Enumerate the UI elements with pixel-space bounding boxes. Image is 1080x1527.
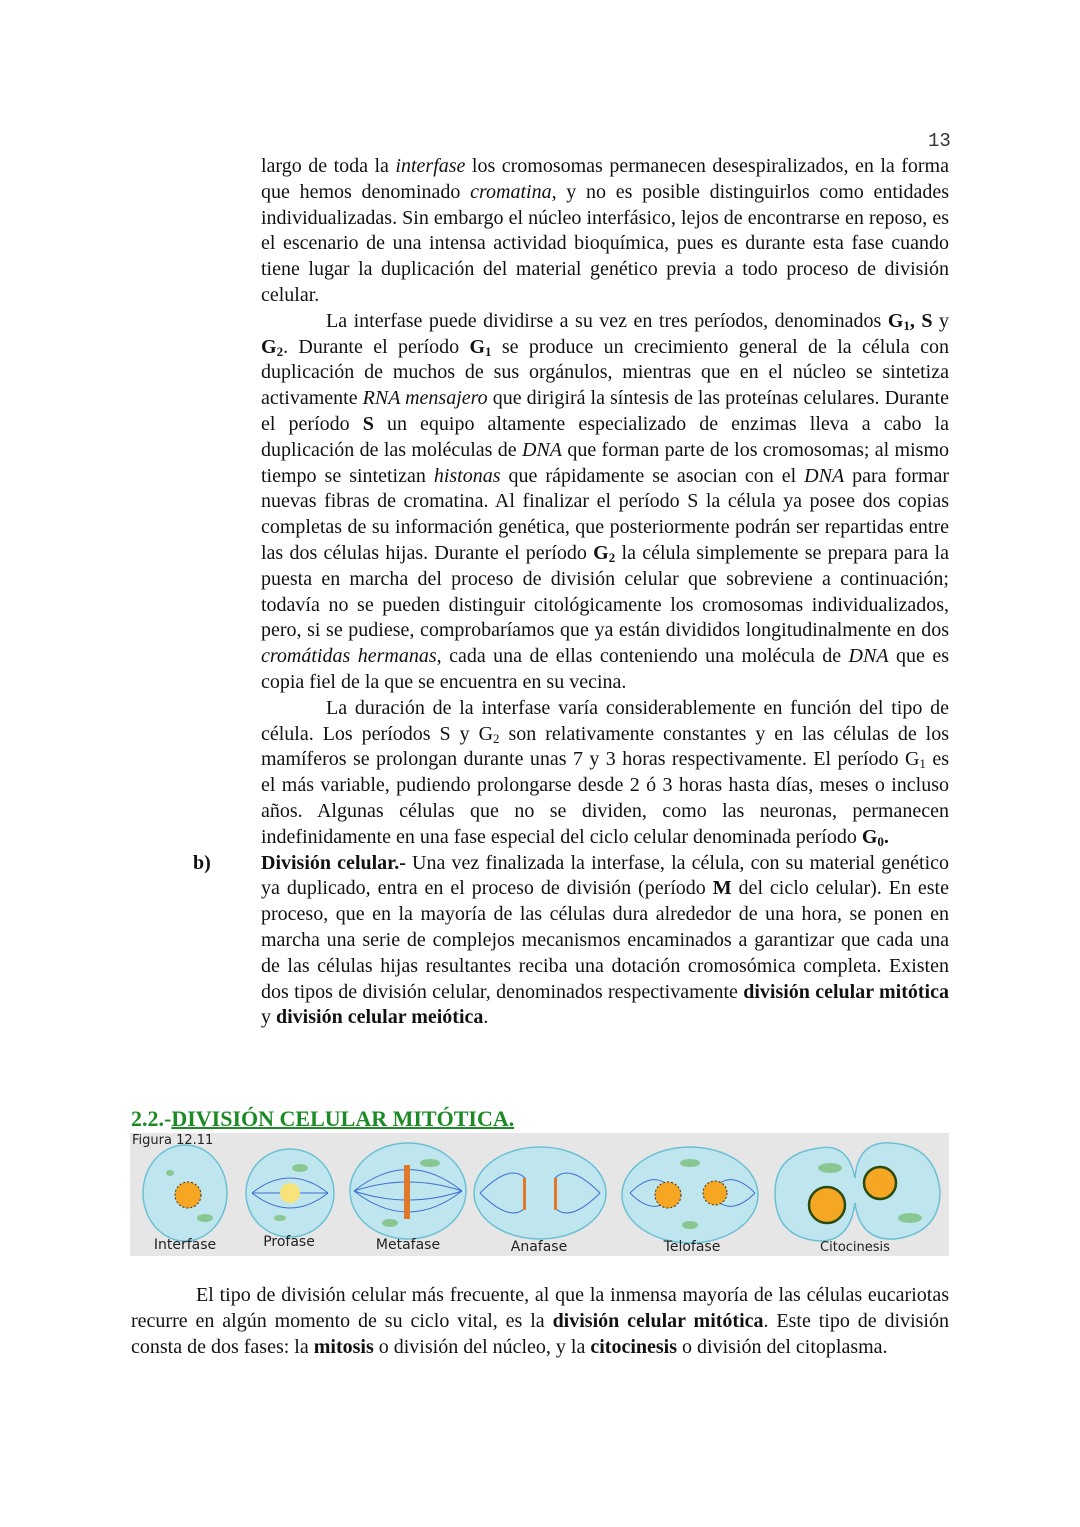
text-run: , y no es posible distinguirlos como entidades individualizadas. Sin embargo el núcleo interfásico, lejos de encontrarse en reposo, es el escenario de una intensa actividad bioquímica, pues es durante esta fase cuando tiene lugar la duplicación del material genético previa a todo proceso de división celular. (261, 180, 949, 306)
text-run: RNA mensajero (362, 387, 488, 410)
text-run: 2 (608, 549, 616, 565)
text-run: 2 (276, 343, 284, 359)
text-run: es el más variable, pudiendo prolongarse desde 2 ó 3 horas hasta días, meses o incluso años. Algunas células que no se dividen, como las neuronas, permanecen indefinidamente en una fase especial del ciclo celular denominada período (261, 748, 949, 848)
paragraph (261, 851, 949, 1032)
text-run: la célula simplemente se prepara para la puesta en marcha del proceso de división celular que sobreviene a continuación; todavía no se pueden distinguir citológicamente los cromosomas individualizados, pero, si se pudiese, comprobaríamos que ya están divididos longitudinalmente en dos (261, 541, 949, 642)
final-paragraph (131, 1283, 949, 1360)
text-run: un equipo altamente especializado de enzimas lleva a cabo la duplicación de las moléculas de (261, 412, 949, 461)
text-run: 1 (485, 343, 492, 359)
paragraph (261, 309, 949, 696)
text-run: G (469, 335, 486, 358)
text-run: y (932, 309, 950, 332)
label-anafase: Anafase (510, 1239, 568, 1255)
cell-anafase (474, 1147, 606, 1239)
text-run: S (362, 412, 374, 435)
label-citocinesis: Citocinesis (820, 1240, 890, 1255)
text-run: M (712, 877, 732, 900)
label-metafase: Metafase (375, 1237, 441, 1253)
page-number: 13 (928, 130, 951, 152)
text-run: se produce un crecimiento general de la célula con duplicación de muchos de sus orgánulos, mientras que en el núcleo se sintetiza activamente (261, 335, 949, 410)
paragraph (261, 154, 949, 309)
text-run: , S (909, 309, 933, 332)
text-run: división celular mitótica (743, 980, 949, 1003)
text-run: . (483, 1006, 489, 1029)
text-run: división celular meiótica (276, 1006, 484, 1029)
text-run: que es copia fiel de la que se encuentra en su vecina. (261, 645, 949, 693)
text-run: 2 (493, 730, 500, 746)
list-marker: b) (193, 851, 211, 874)
text-run: citocinesis (590, 1335, 678, 1358)
text-run: El tipo de división celular más frecuente, al que la inmensa mayoría de las células eucariotas recurre en algún momento de su ciclo vital, es la (131, 1284, 949, 1332)
text-run: DNA (804, 464, 845, 487)
text-run: Una vez finalizada la interfase, la célula, con su material genético ya duplicado, entra en el proceso de división (período (261, 851, 950, 900)
text-run: que forman parte de los cromosomas; al mismo tiempo se sintetizan (261, 438, 950, 487)
text-run: que rápidamente se asocian con el (500, 464, 805, 487)
text-run: . Este tipo de división consta de dos fases: la (131, 1309, 949, 1358)
mitosis-figure (130, 1133, 949, 1256)
text-run: histonas (433, 464, 501, 487)
text-run: . Durante el período (283, 335, 470, 358)
text-run: los cromosomas permanecen desespiralizados, en la forma que hemos denominado (261, 155, 949, 203)
text-run: 1 (919, 756, 926, 772)
paragraph (261, 696, 949, 851)
text-run: G (593, 541, 609, 564)
text-run: largo de toda la (261, 155, 396, 177)
text-run: G (887, 309, 904, 332)
label-profase: Profase (263, 1234, 315, 1250)
text-run: División celular.- (261, 851, 406, 874)
text-run: o división del citoplasma. (677, 1335, 888, 1358)
text-run: o división del núcleo, y la (373, 1335, 591, 1358)
text-run: , cada una de ellas conteniendo una molécula de (436, 645, 849, 668)
section-heading (131, 1106, 514, 1132)
text-run: G (261, 335, 277, 358)
text-run: del ciclo celular). En este proceso, que en la mayoría de las células dura alrededor de una hora, se ponen en marcha una serie de complejos mecanismos encaminados a garantizar que cada una de las células hijas resultantes reciba una dotación cromosómica completa. Existen dos tipos de división celular, denominados respectivamente (261, 877, 949, 1003)
text-run: . (883, 825, 889, 848)
text-run: DNA (848, 645, 889, 668)
label-telofase: Telofase (663, 1239, 721, 1255)
text-run: La interfase puede dividirse a su vez en tres períodos, denominados (326, 309, 888, 332)
text-run: 1 (903, 317, 910, 333)
text-run: mitosis (313, 1335, 374, 1358)
text-run: cromatina (470, 180, 552, 203)
text-column (193, 154, 950, 1031)
text-run: son relativamente constantes y en las células de los mamíferos se prolongan durante unas 7 y 3 horas respectivamente. El período G (261, 722, 949, 771)
text-run: 0 (877, 833, 884, 849)
text-run: interfase (395, 155, 466, 177)
text-run: y (261, 1006, 276, 1029)
list-item-b (193, 851, 950, 1032)
text-run: división celular mitótica (552, 1309, 764, 1332)
text-run: para formar nuevas fibras de cromatina. Al finalizar el período S la célula ya posee dos copias completas de su información genética, que posteriormente podrán ser repartidas entre las dos células hijas. Durante el período (261, 464, 949, 564)
text-run: La duración de la interfase varía considerablemente en función del tipo de célula. Los períodos S y G (261, 696, 949, 745)
mitosis-phases-illustration (130, 1133, 949, 1256)
cell-citocinesis (775, 1143, 940, 1241)
text-run: que dirigirá la síntesis de las proteínas celulares. Durante el período (261, 387, 949, 435)
section-title: DIVISIÓN CELULAR MITÓTICA. (171, 1106, 515, 1131)
text-run: G (861, 825, 878, 848)
text-run: DNA (522, 438, 563, 461)
label-interfase: Interfase (153, 1237, 217, 1253)
text-run: cromátidas hermanas (261, 645, 437, 668)
figure-caption: Figura 12.11 (132, 1133, 214, 1148)
section-number: 2.2.- (131, 1106, 172, 1131)
